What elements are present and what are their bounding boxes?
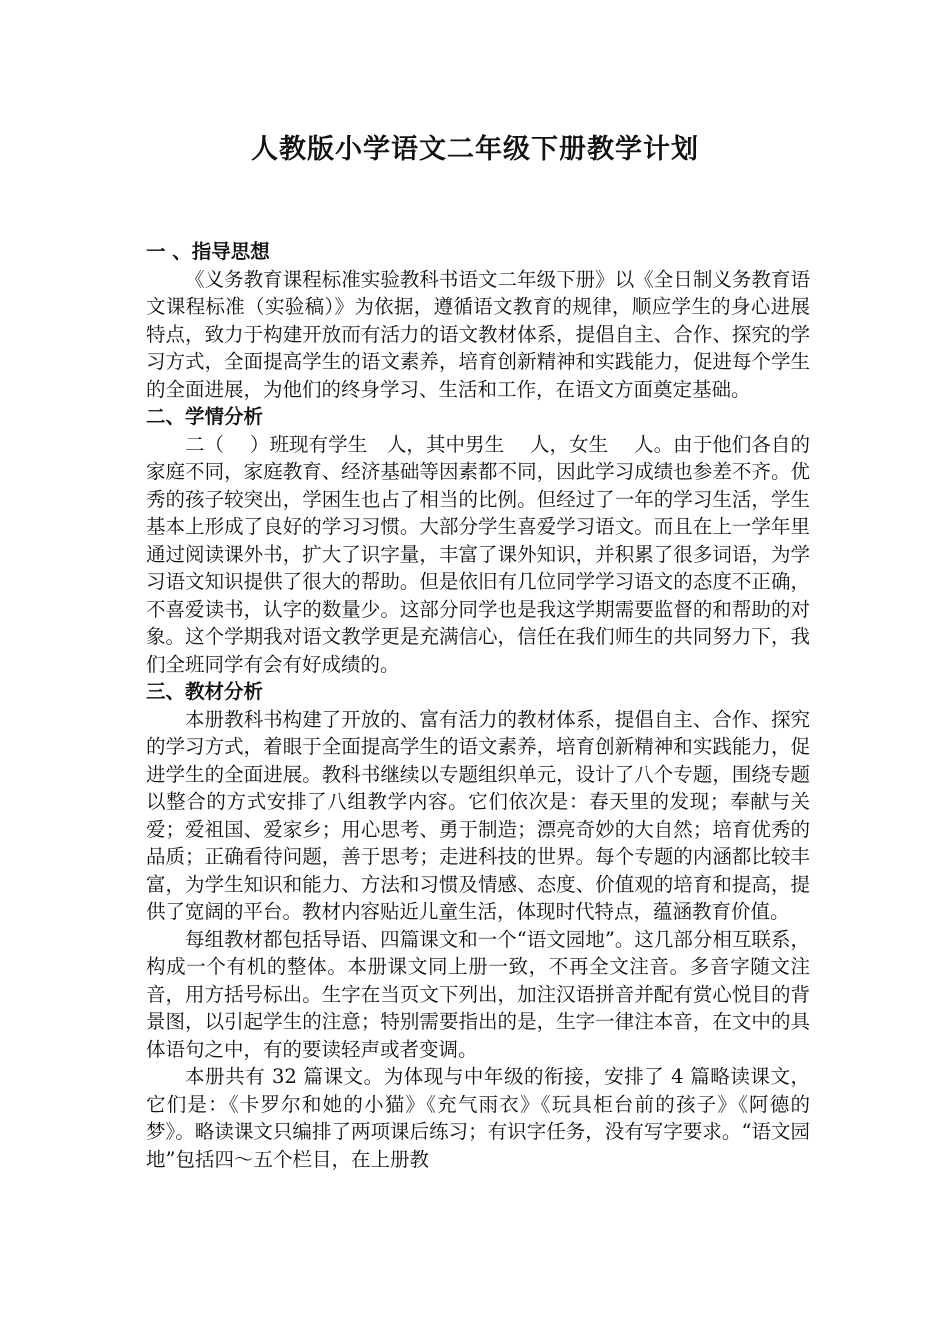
- paragraph: 二（ ）班现有学生 人，其中男生 人，女生 人。由于他们各自的家庭不同，家庭教育、经济基础等因素都不同，因此学习成绩也参差不齐。优秀的孩子较突出，学困生也占了相当的比例。但经过了一年的学习生活，学生基本上形成了良好的学习习惯。大部分学生喜爱学习语文。而且在上一学年里通过阅读课外书，扩大了识字量，丰富了课外知识，并积累了很多词语，为学习语文知识提供了很大的帮助。但是依旧有几位同学学习语文的态度不正确，不喜爱读书，认字的数量少。这部分同学也是我这学期需要监督的和帮助的对象。这个学期我对语文教学更是充满信心，信任在我们师生的共同努力下，我们全班同学有会有好成绩的。: [146, 432, 810, 676]
- section-heading: 一 、指导思想: [146, 240, 270, 263]
- section-student-analysis: [146, 403, 810, 678]
- paragraph: 《义务教育课程标准实验教科书语文二年级下册》以《全日制义务教育语文课程标准（实验稿）》为依据，遵循语文教育的规律，顺应学生的身心进展特点，致力于构建开放而有活力的语文教材体系，提倡自主、合作、探究的学习方式，全面提高学生的语文素养，培育创新精神和实践能力，促进每个学生的全面进展，为他们的终身学习、生活和工作，在语文方面奠定基础。: [146, 267, 810, 401]
- paragraph: 每组教材都包括导语、四篇课文和一个“语文园地”。这几部分相互联系，构成一个有机的整体。本册课文同上册一致，不再全文注音。多音字随文注音，用方括号标出。生字在当页文下列出，加注汉语拼音并配有赏心悦目的背景图，以引起学生的注意；特别需要指出的是，生字一律注本音，在文中的具体语句之中，有的要读轻声或者变调。: [146, 927, 810, 1061]
- paragraph: 本册教科书构建了开放的、富有活力的教材体系，提倡自主、合作、探究的学习方式，着眼于全面提高学生的语文素养，培育创新精神和实践能力，促进学生的全面进展。教科书继续以专题组织单元，设计了八个专题，围绕专题以整合的方式安排了八组教学内容。它们依次是：春天里的发现；奉献与关爱；爱祖国、爱家乡；用心思考、勇于制造；漂亮奇妙的大自然；培育优秀的品质；正确看待问题，善于思考；走进科技的世界。每个专题的内涵都比较丰富，为学生知识和能力、方法和习惯及情感、态度、价值观的培育和提高，提供了宽阔的平台。教材内容贴近儿童生活，体现时代特点，蕴涵教育价值。: [146, 707, 810, 923]
- section-textbook-analysis: [146, 678, 810, 1173]
- section-heading: 三、教材分析: [146, 680, 264, 703]
- document-title: 人教版小学语文二年级下册教学计划: [251, 134, 699, 165]
- document-body: [146, 238, 810, 1173]
- paragraph: 本册共有 32 篇课文。为体现与中年级的衔接，安排了 4 篇略读课文，它们是：《卡罗尔和她的小猫》《充气雨衣》《玩具柜台前的孩子》《阿德的梦》。略读课文只编排了两项课后练习；有识字任务，没有写字要求。“语文园地”包括四～五个栏目，在上册教: [146, 1065, 810, 1171]
- section-heading: 二、学情分析: [146, 405, 264, 428]
- section-guiding-ideology: [146, 238, 810, 403]
